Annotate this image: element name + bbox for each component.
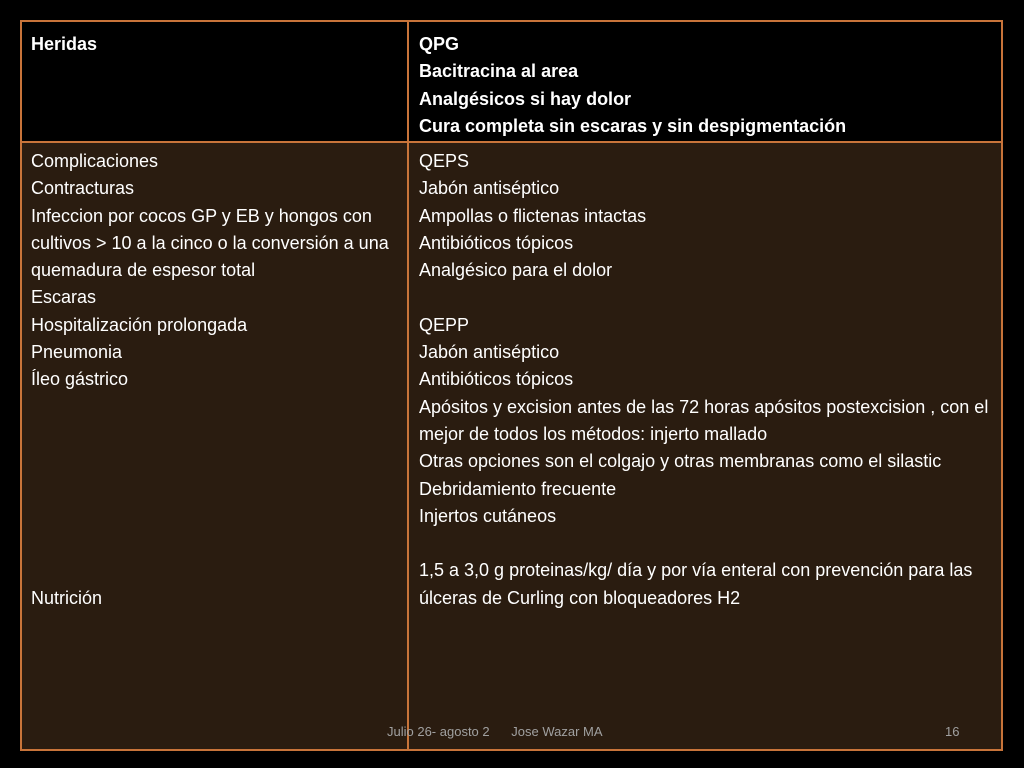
content-table [20, 20, 1003, 751]
body-cell-left [22, 143, 409, 749]
header-cell-left [22, 22, 409, 143]
header-right-text: QPG Bacitracina al area Analgésicos si hay dolor Cura completa sin escaras y sin despigmentación [419, 34, 847, 136]
page-number: 16 [945, 724, 960, 739]
header-cell-right [409, 22, 1001, 143]
body-right-text: QEPS Jabón antiséptico Ampollas o flictenas intactas Antibióticos tópicos Analgésico para el dolor QEPP Jabón antiséptico Antibióticos tópicos Apósitos y excision antes de las 72 horas apósitos postexcision , con el mejor de todos los métodos: injerto mallado Otras opciones son el colgajo y otras membranas como el silastic Debridamiento frecuente Injertos cutáneos 1,5 a 3,0 g proteinas/kg/ día y por vía enteral con prevención para las úlceras de Curling con bloqueadores H2 [419, 151, 989, 608]
footer-text: Julio 26- agosto 2 Jose Wazar MA [387, 724, 603, 739]
body-cell-right [409, 143, 1001, 749]
header-left-text: Heridas [31, 34, 98, 54]
body-left-text: Complicaciones Contracturas Infeccion por cocos GP y EB y hongos con cultivos > 10 a la cinco o la conversión a una quemadura de espesor total Escaras Hospitalización prolongada Pneumonia Íleo gástrico Nutrición [31, 151, 389, 608]
